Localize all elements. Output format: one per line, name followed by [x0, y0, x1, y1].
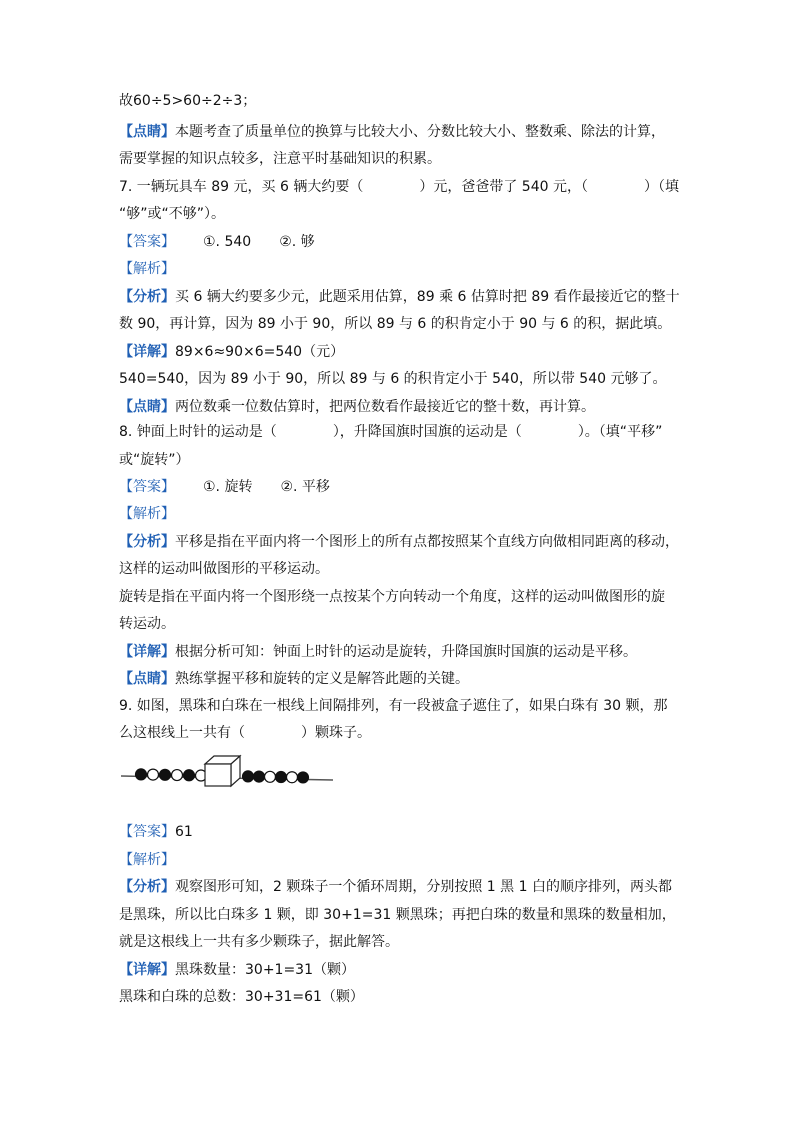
analysis-sub-tag: 【分析】	[119, 289, 175, 305]
white-bead	[265, 771, 276, 782]
detail-tag: 【详解】	[119, 344, 175, 360]
box-icon	[205, 756, 240, 786]
beads-figure	[119, 748, 339, 792]
text-line: 需要掌握的知识点较多，注意平时基础知识的积累。	[119, 151, 441, 167]
question-7: 7. 一辆玩具车 89 元，买 6 辆大约要（ ）元，爸爸带了 540 元，（ ）（填	[119, 179, 679, 195]
black-bead	[276, 772, 287, 783]
answer-tag: 【答案】	[119, 824, 175, 840]
answer-tag: 【答案】	[119, 479, 175, 495]
white-bead	[148, 769, 159, 780]
analysis-sub-tag: 【分析】	[119, 879, 175, 895]
comment-tag: 【点睛】	[119, 671, 175, 687]
analysis-line: 【分析】平移是指在平面内将一个图形上的所有点都按照某个直线方向做相同距离的移动，	[119, 534, 679, 550]
answer-tag: 【答案】	[119, 234, 175, 250]
analysis-sub-tag: 【分析】	[119, 534, 175, 550]
analysis-tag: 【解析】	[119, 852, 175, 868]
comment-tag: 【点睛】	[119, 124, 175, 140]
analysis-tag: 【解析】	[119, 261, 175, 277]
text-line: 这样的运动叫做图形的平移运动。	[119, 561, 329, 577]
black-bead	[243, 771, 254, 782]
detail-tag: 【详解】	[119, 962, 175, 978]
text-line: 就是这根线上一共有多少颗珠子，据此解答。	[119, 934, 399, 950]
analysis-line: 【分析】观察图形可知，2 颗珠子一个循环周期，分别按照 1 黑 1 白的顺序排列，两头都	[119, 879, 672, 895]
text-line: 旋转是指在平面内将一个图形绕一点按某个方向转动一个角度，这样的运动叫做图形的旋	[119, 589, 665, 605]
analysis-tag: 【解析】	[119, 506, 175, 522]
question-8: 8. 钟面上时针的运动是（ ），升降国旗时国旗的运动是（ ）。（填“平移”	[119, 424, 663, 440]
text-line: 数 90，再计算，因为 89 小于 90，所以 89 与 6 的积肯定小于 90 与 6 的积，据此填。	[119, 316, 672, 332]
comment-line: 【点睛】本题考查了质量单位的换算与比较大小、分数比较大小、整数乘、除法的计算，	[119, 124, 665, 140]
text-line: 是黑珠，所以比白珠多 1 颗，即 30+1=31 颗黑珠；再把白珠的数量和黑珠的数量相加，	[119, 907, 676, 923]
black-bead	[136, 769, 147, 780]
text-line: 么这根线上一共有（ ）颗珠子。	[119, 725, 371, 741]
text-line: 540=540，因为 89 小于 90，所以 89 与 6 的积肯定小于 540，所以带 540 元够了。	[119, 371, 667, 387]
answer-line: 【答案】 ①. 旋转 ②. 平移	[119, 479, 330, 495]
answer-line: 【答案】61	[119, 824, 193, 840]
detail-line: 【详解】黑珠数量：30+1=31（颗）	[119, 962, 355, 978]
question-9: 9. 如图，黑珠和白珠在一根线上间隔排列，有一段被盒子遮住了，如果白珠有 30 颗，那	[119, 698, 668, 714]
comment-line: 【点睛】两位数乘一位数估算时，把两位数看作最接近它的整十数，再计算。	[119, 399, 595, 415]
text-line: 转运动。	[119, 616, 175, 632]
white-bead	[172, 770, 183, 781]
black-bead	[184, 770, 195, 781]
comment-line: 【点睛】熟练掌握平移和旋转的定义是解答此题的关键。	[119, 671, 469, 687]
detail-tag: 【详解】	[119, 644, 175, 660]
analysis-header	[119, 260, 175, 278]
analysis-line: 【分析】买 6 辆大约要多少元，此题采用估算，89 乘 6 估算时把 89 看作最接近它的整十	[119, 289, 680, 305]
black-bead	[298, 772, 309, 783]
white-bead	[287, 772, 298, 783]
text-line: 故60÷5>60÷2÷3；	[119, 93, 257, 109]
black-bead	[160, 769, 171, 780]
answer-line: 【答案】 ①. 540 ②. 够	[119, 234, 315, 250]
text-line: 或“旋转”）	[119, 452, 190, 468]
comment-tag: 【点睛】	[119, 399, 175, 415]
text-line: “够”或“不够”）。	[119, 206, 226, 222]
detail-line: 【详解】根据分析可知：钟面上时针的运动是旋转，升降国旗时国旗的运动是平移。	[119, 644, 637, 660]
analysis-header	[119, 505, 175, 523]
black-bead	[254, 771, 265, 782]
detail-line: 【详解】89×6≈90×6=540（元）	[119, 344, 345, 360]
text-line: 黑珠和白珠的总数：30+31=61（颗）	[119, 989, 364, 1005]
analysis-header	[119, 851, 175, 869]
